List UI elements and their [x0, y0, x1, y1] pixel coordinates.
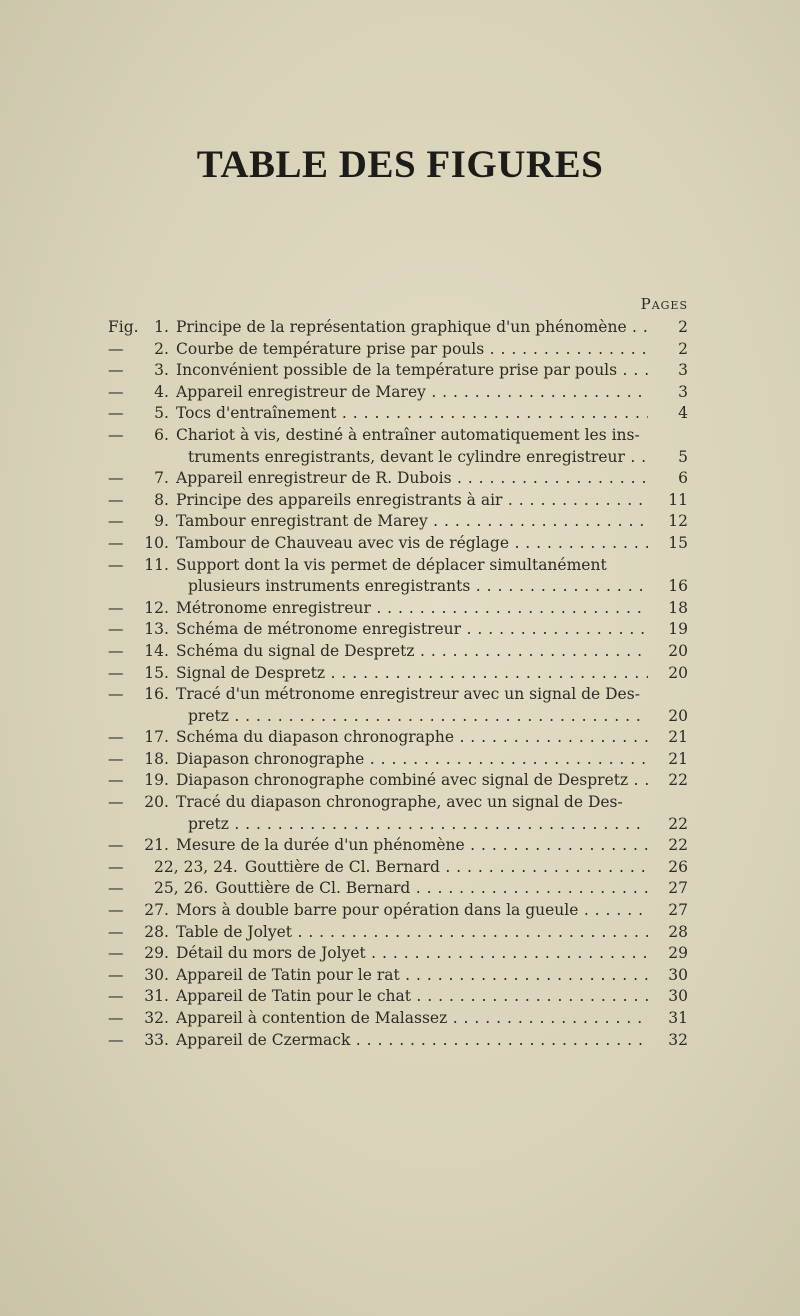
- figure-list: [108, 317, 688, 1051]
- ditto-dash: —: [108, 771, 124, 790]
- figure-caption-continued: truments enregistrants, devant le cylindre enregistreur . . .: [188, 447, 648, 469]
- ditto-dash: —: [108, 836, 124, 855]
- number-separator: .: [164, 404, 169, 423]
- figure-caption: Gouttière de Cl. Bernard . . .: [215, 878, 648, 900]
- figure-number: 30: [144, 965, 164, 984]
- figure-entry: [108, 619, 688, 641]
- number-separator: .: [164, 728, 169, 747]
- number-separator: .: [164, 1030, 169, 1049]
- page-number: 2: [678, 339, 688, 358]
- page-number: 28: [668, 922, 688, 941]
- figure-number: 9: [154, 512, 164, 531]
- figure-number: 3: [154, 361, 164, 380]
- figure-entry: [108, 641, 688, 663]
- figure-entry: [108, 468, 688, 490]
- figure-entry: [108, 749, 688, 771]
- figure-caption: Courbe de température prise par pouls . . .: [176, 339, 648, 361]
- number-separator: .: [164, 382, 169, 401]
- ditto-dash: —: [108, 490, 124, 509]
- number-separator: .: [164, 620, 169, 639]
- figure-entry: [108, 684, 688, 727]
- number-separator: .: [164, 533, 169, 552]
- page-number: 19: [668, 620, 688, 639]
- figure-entry: [108, 360, 688, 382]
- ditto-dash: —: [108, 728, 124, 747]
- ditto-dash: —: [108, 749, 124, 768]
- pages-column-header: Pages: [640, 295, 688, 313]
- figure-caption-continued: plusieurs instruments enregistrants . . .: [188, 576, 648, 598]
- page-number: 30: [668, 987, 688, 1006]
- figure-number: 16: [144, 685, 164, 704]
- number-separator: .: [164, 555, 169, 574]
- figure-entry: [108, 555, 688, 598]
- figure-number: 31: [144, 987, 164, 1006]
- figure-entry: [108, 1030, 688, 1052]
- figure-caption: Table de Jolyet . . .: [176, 922, 648, 944]
- ditto-dash: —: [108, 1030, 124, 1049]
- number-separator: .: [164, 793, 169, 812]
- figure-caption: Schéma du diapason chronographe . . .: [176, 727, 648, 749]
- page-number: 18: [668, 598, 688, 617]
- page-number: 31: [668, 1009, 688, 1027]
- figure-number: 13: [144, 620, 164, 639]
- ditto-dash: —: [108, 965, 124, 984]
- figure-number: 28: [144, 922, 164, 941]
- figure-caption: Appareil enregistreur de Marey . . .: [176, 382, 648, 404]
- figure-entry: [108, 490, 688, 512]
- figure-number: 11: [144, 555, 164, 574]
- page-number: 3: [678, 382, 688, 401]
- page-number: 20: [668, 706, 688, 725]
- ditto-dash: —: [108, 922, 124, 941]
- number-separator: .: [164, 663, 169, 682]
- figure-caption: Tracé d'un métronome enregistreur avec un signal de Des-: [176, 685, 640, 704]
- figure-caption: Appareil à contention de Malassez . . .: [176, 1008, 648, 1030]
- page-number: 3: [678, 361, 688, 380]
- ditto-dash: —: [108, 469, 124, 488]
- page-number: 6: [678, 469, 688, 488]
- number-separator: .: [164, 641, 169, 660]
- figure-number: 6: [154, 425, 164, 444]
- ditto-dash: —: [108, 598, 124, 617]
- figure-entry: [108, 533, 688, 555]
- number-separator: .: [203, 879, 209, 898]
- number-separator: .: [164, 987, 169, 1006]
- ditto-dash: —: [108, 425, 124, 444]
- figure-entry: [108, 965, 688, 987]
- figure-caption: Principe de la représentation graphique d'un phénomène . . .: [176, 317, 648, 339]
- figure-caption: Détail du mors de Jolyet . . .: [176, 943, 648, 965]
- number-separator: .: [164, 490, 169, 509]
- ditto-dash: —: [108, 361, 124, 380]
- figure-caption: Mors à double barre pour opération dans la gueule . . .: [176, 900, 648, 922]
- figure-number: 10: [144, 533, 164, 552]
- ditto-dash: —: [108, 512, 124, 531]
- figure-caption: Appareil de Czermack . . .: [176, 1030, 648, 1052]
- figure-number: 20: [144, 793, 164, 812]
- page-number: 20: [668, 663, 688, 682]
- figure-number: 27: [144, 901, 164, 920]
- figure-caption: Inconvénient possible de la température prise par pouls . . .: [176, 360, 648, 382]
- ditto-dash: —: [108, 620, 124, 639]
- page-number: 4: [678, 404, 688, 423]
- figure-entry: [108, 511, 688, 533]
- figure-number: 15: [144, 663, 164, 682]
- figure-number: 21: [144, 836, 164, 855]
- page-number: 16: [668, 577, 688, 596]
- figure-caption: Tambour enregistrant de Marey . . .: [176, 511, 648, 533]
- figure-number: 33: [144, 1030, 164, 1049]
- figure-entry: [108, 339, 688, 361]
- ditto-dash: —: [108, 879, 124, 898]
- figure-caption: Tracé du diapason chronographe, avec un signal de Des-: [176, 793, 623, 812]
- number-separator: .: [164, 836, 169, 855]
- figure-entry: [108, 943, 688, 965]
- ditto-dash: —: [108, 685, 124, 704]
- figure-caption: Chariot à vis, destiné à entraîner automatiquement les ins-: [176, 425, 640, 444]
- figure-number: 32: [144, 1009, 164, 1027]
- page-number: 27: [668, 879, 688, 898]
- figure-caption: Tambour de Chauveau avec vis de réglage . . .: [176, 533, 648, 555]
- ditto-dash: —: [108, 901, 124, 920]
- figure-entry: [108, 770, 688, 792]
- number-separator: .: [164, 361, 169, 380]
- figure-caption: Appareil de Tatin pour le rat . . .: [176, 965, 648, 987]
- figure-number: 17: [144, 728, 164, 747]
- page-number: 32: [668, 1030, 688, 1049]
- ditto-dash: —: [108, 533, 124, 552]
- page-number: 27: [668, 901, 688, 920]
- figure-number: 5: [154, 404, 164, 423]
- figure-entry: [108, 878, 688, 900]
- figure-caption: Métronome enregistreur . . .: [176, 598, 648, 620]
- figure-number: 4: [154, 382, 164, 401]
- number-separator: .: [164, 771, 169, 790]
- number-separator: .: [164, 318, 169, 336]
- figure-entry: [108, 922, 688, 944]
- number-separator: .: [164, 1009, 169, 1027]
- page-number: 2: [678, 318, 688, 336]
- figure-caption: Gouttière de Cl. Bernard . . .: [245, 857, 648, 879]
- page-number: 22: [668, 771, 688, 790]
- figure-entry: [108, 598, 688, 620]
- ditto-dash: —: [108, 641, 124, 660]
- figure-entry: [108, 1008, 688, 1030]
- figure-number: 8: [154, 490, 164, 509]
- figure-caption: Principe des appareils enregistrants à air . . .: [176, 490, 648, 512]
- figure-number: 14: [144, 641, 164, 660]
- number-separator: .: [164, 901, 169, 920]
- page-number: 15: [668, 533, 688, 552]
- figure-entry: [108, 663, 688, 685]
- figure-entry: [108, 857, 688, 879]
- figure-entry: [108, 986, 688, 1008]
- figure-caption-continued: pretz . . .: [188, 814, 648, 836]
- ditto-dash: —: [108, 339, 124, 358]
- figure-caption: Appareil enregistreur de R. Dubois . . .: [176, 468, 648, 490]
- figure-entry: [108, 425, 688, 468]
- figure-caption: Diapason chronographe . . .: [176, 749, 648, 771]
- number-separator: .: [164, 965, 169, 984]
- page-number: 30: [668, 965, 688, 984]
- figure-number: 2: [154, 339, 164, 358]
- figure-entry: [108, 727, 688, 749]
- number-separator: .: [164, 749, 169, 768]
- figure-caption: Signal de Despretz . . .: [176, 663, 648, 685]
- ditto-dash: —: [108, 793, 124, 812]
- figure-number: 12: [144, 598, 164, 617]
- number-separator: .: [232, 857, 238, 876]
- figure-entry: [108, 382, 688, 404]
- page-number: 5: [678, 447, 688, 466]
- number-separator: .: [164, 512, 169, 531]
- ditto-dash: —: [108, 382, 124, 401]
- ditto-dash: —: [108, 857, 124, 876]
- page-number: 20: [668, 641, 688, 660]
- page-number: 26: [668, 857, 688, 876]
- figure-caption: Appareil de Tatin pour le chat . . .: [176, 986, 648, 1008]
- number-separator: .: [164, 425, 169, 444]
- number-separator: .: [164, 339, 169, 358]
- ditto-dash: —: [108, 404, 124, 423]
- ditto-dash: —: [108, 944, 124, 963]
- number-separator: .: [164, 922, 169, 941]
- number-separator: .: [164, 598, 169, 617]
- figure-caption: Support dont la vis permet de déplacer simultanément: [176, 555, 607, 574]
- number-separator: .: [164, 685, 169, 704]
- figure-entry: [108, 403, 688, 425]
- fig-label: Fig.: [108, 318, 139, 336]
- page-number: 22: [668, 836, 688, 855]
- figure-caption-continued: pretz . . .: [188, 706, 648, 728]
- page-number: 22: [668, 814, 688, 833]
- figure-number: 18: [144, 749, 164, 768]
- ditto-dash: —: [108, 555, 124, 574]
- ditto-dash: —: [108, 1009, 124, 1027]
- page-number: 11: [668, 490, 688, 509]
- figure-entry: [108, 317, 688, 339]
- figure-number: 19: [144, 771, 164, 790]
- figure-caption: Schéma du signal de Despretz . . .: [176, 641, 648, 663]
- figure-entry: [108, 900, 688, 922]
- page-number: 12: [668, 512, 688, 531]
- figure-number: 1: [154, 318, 164, 336]
- number-separator: .: [164, 469, 169, 488]
- figure-caption: Tocs d'entraînement . . .: [176, 403, 648, 425]
- figure-entry: [108, 835, 688, 857]
- figure-entry: [108, 792, 688, 835]
- page-number: 21: [668, 728, 688, 747]
- page-title: TABLE DES FIGURES: [196, 143, 604, 186]
- figure-number: 7: [154, 469, 164, 488]
- figure-caption: Diapason chronographe combiné avec signal de Despretz . . .: [176, 770, 648, 792]
- figure-number: 29: [144, 944, 164, 963]
- figure-number: 25, 26: [154, 879, 204, 898]
- number-separator: .: [164, 944, 169, 963]
- figure-caption: Mesure de la durée d'un phénomène . . .: [176, 835, 648, 857]
- page-number: 29: [668, 944, 688, 963]
- ditto-dash: —: [108, 987, 124, 1006]
- ditto-dash: —: [108, 663, 124, 682]
- page-number: 21: [668, 749, 688, 768]
- figure-number: 22, 23, 24: [154, 857, 233, 876]
- figure-caption: Schéma de métronome enregistreur . . .: [176, 619, 648, 641]
